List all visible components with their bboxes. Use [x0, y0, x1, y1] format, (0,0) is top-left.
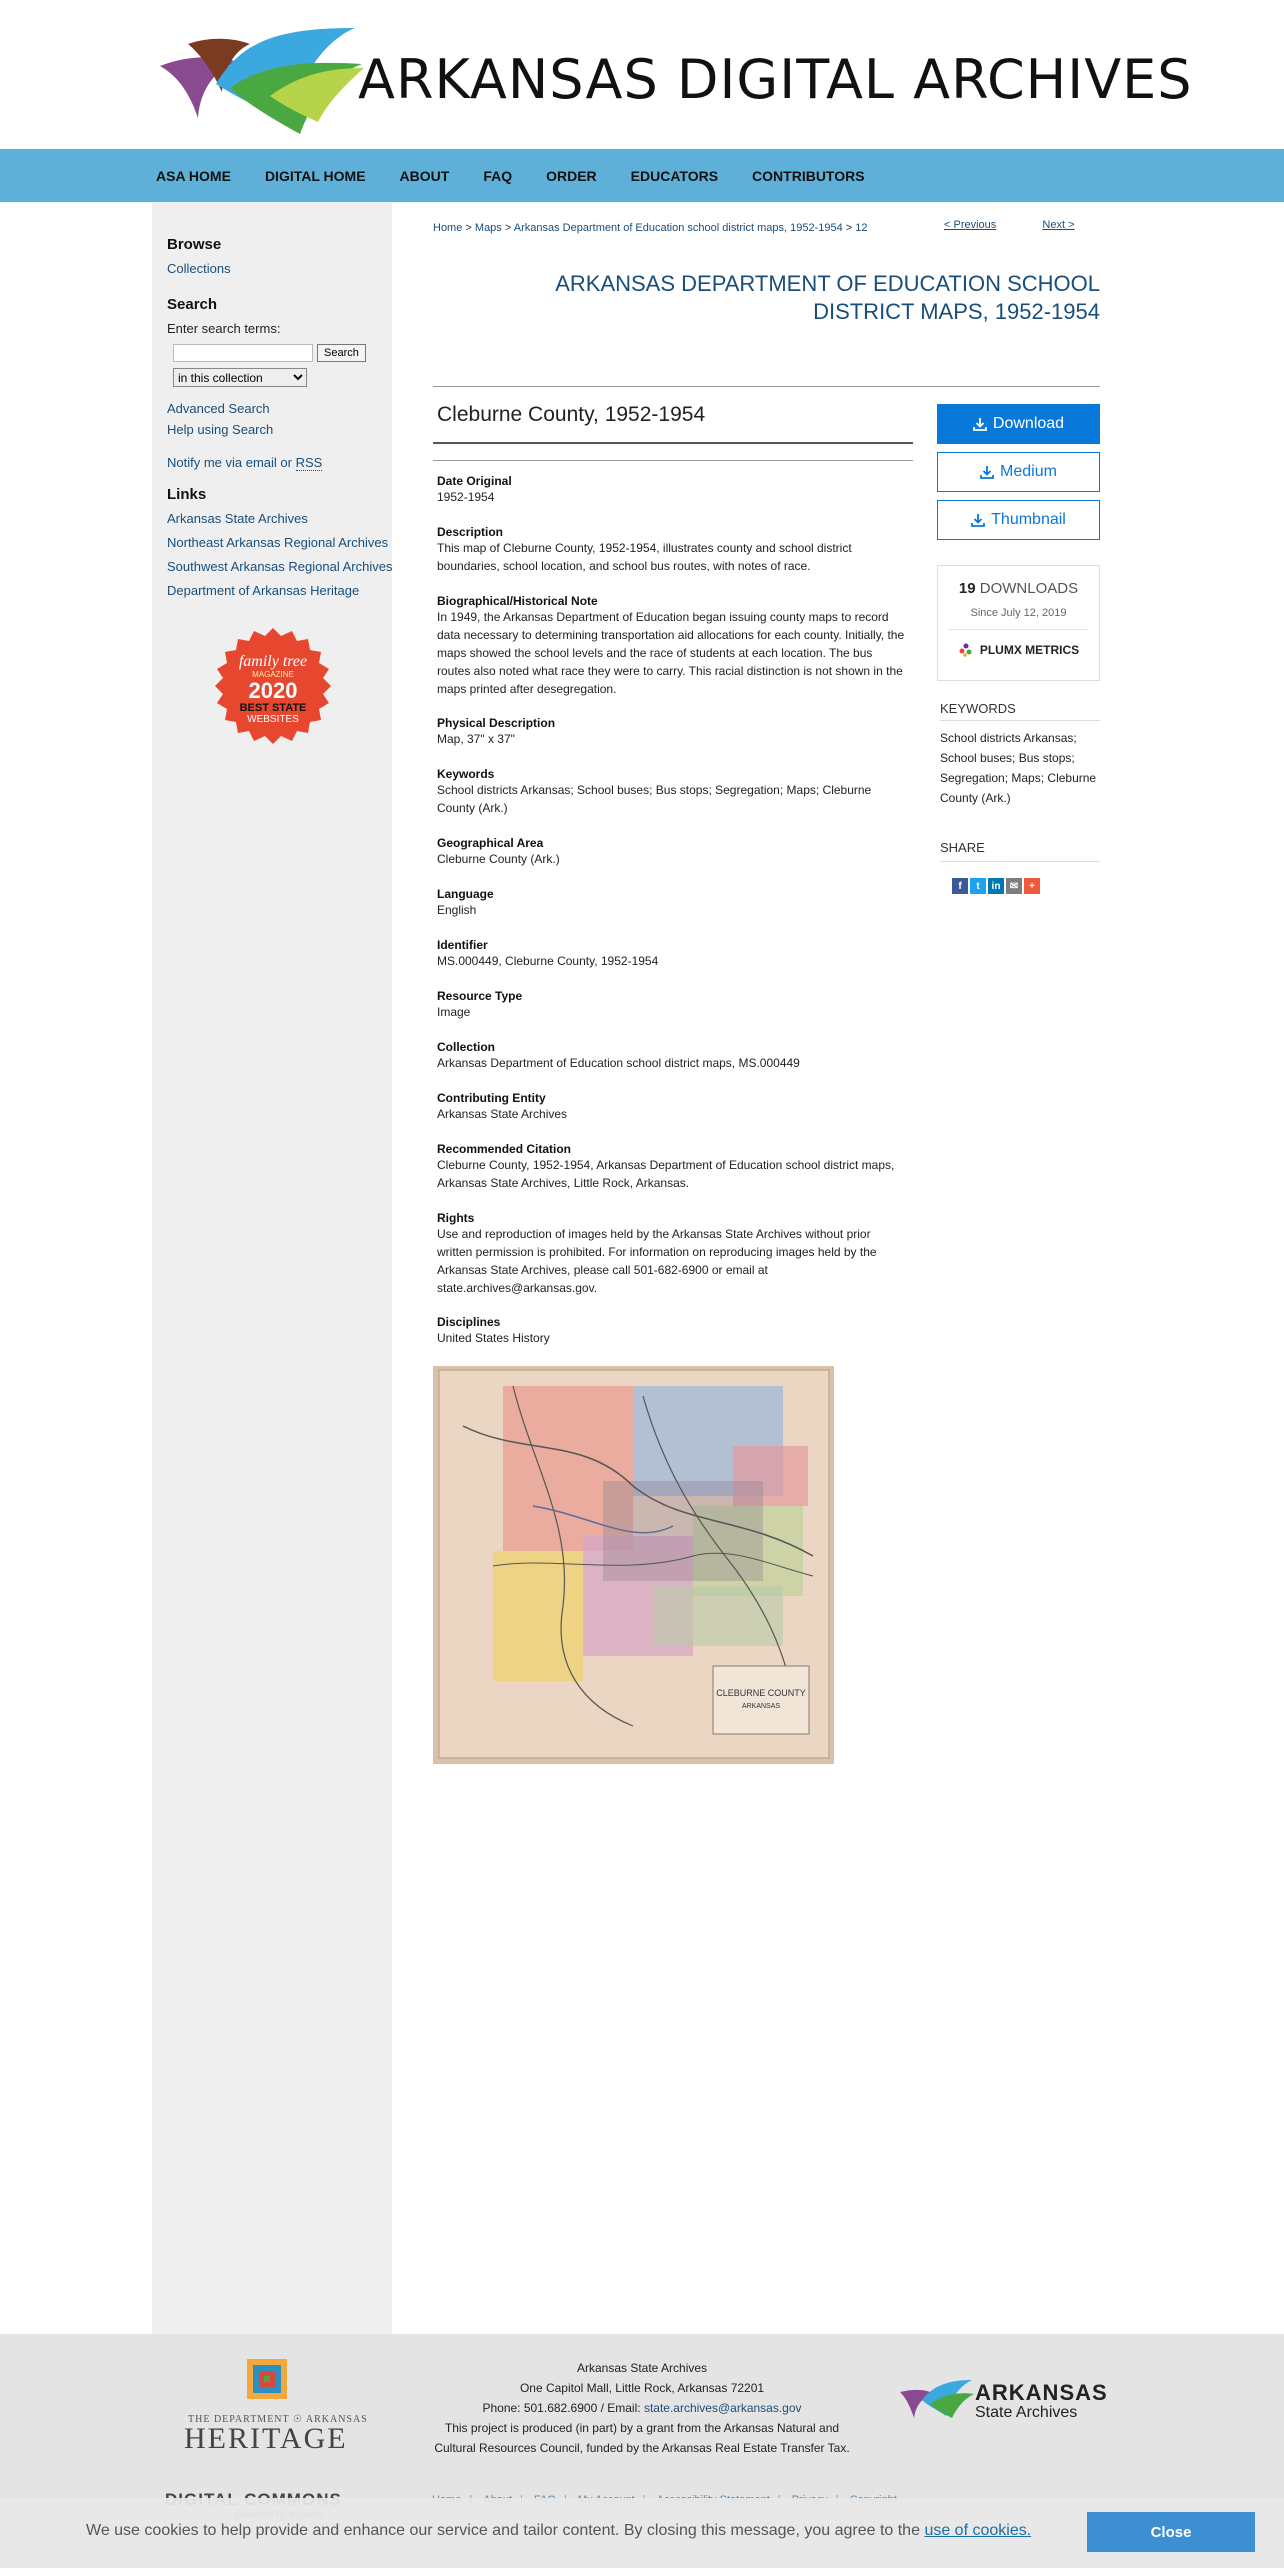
meta-value: MS.000449, Cleburne County, 1952-1954: [437, 954, 659, 968]
plumx-label: PLUMX METRICS: [979, 643, 1080, 657]
cookie-message: [86, 2522, 1031, 2540]
heritage-logo-icon[interactable]: [246, 2358, 288, 2400]
meta-historical-note: [437, 594, 907, 698]
divider: [433, 442, 913, 444]
meta-label: Description: [437, 525, 504, 539]
footer-address: One Capitol Mall, Little Rock, Arkansas 72201: [519, 2381, 765, 2395]
nav-digital-home[interactable]: DIGITAL HOME: [264, 167, 366, 184]
meta-identifier: [437, 938, 907, 970]
collection-title[interactable]: [500, 270, 1100, 326]
footer-org: Arkansas State Archives: [576, 2361, 708, 2375]
meta-disciplines: [437, 1315, 907, 1347]
download-button[interactable]: [937, 404, 1100, 444]
keywords-heading: KEYWORDS: [940, 701, 1016, 716]
meta-label: Collection: [437, 1040, 496, 1054]
meta-value: In 1949, the Arkansas Department of Education began issuing county maps to record data necessary to determining transportation aid allocations for each county. Initially, the maps showed the school levels and the race of students at each location. The bus routes also noted what race they were to carry. This racial distinction is not shown in the maps printed after desegregation.: [437, 610, 905, 696]
badge-year: 2020: [248, 678, 298, 703]
state-archives-logo-text: ARKANSAS: [975, 2380, 1108, 2405]
meta-rights: [437, 1211, 907, 1297]
meta-label: Recommended Citation: [437, 1142, 572, 1156]
meta-label: Physical Description: [437, 716, 556, 730]
search-section: [167, 296, 387, 470]
divider: [940, 720, 1100, 721]
meta-label: Geographical Area: [437, 836, 544, 850]
links-heading: Links: [167, 486, 207, 503]
map-caption-line1: CLEBURNE COUNTY: [716, 1688, 806, 1698]
meta-label: Biographical/Historical Note: [437, 594, 598, 608]
link-arkansas-state-archives[interactable]: Arkansas State Archives: [167, 511, 308, 526]
meta-physical-description: [437, 716, 907, 748]
footer-contact: [392, 2358, 892, 2458]
nav-asa-home[interactable]: ASA HOME: [156, 167, 231, 184]
link-northeast-archives[interactable]: Northeast Arkansas Regional Archives: [167, 535, 389, 550]
links-section: [167, 486, 393, 604]
nav-contributors[interactable]: CONTRIBUTORS: [752, 167, 865, 184]
state-archives-logo-subtext: State Archives: [975, 2404, 1078, 2421]
medium-button[interactable]: [937, 452, 1100, 492]
nav-order[interactable]: ORDER: [546, 167, 597, 184]
downloads-box: [937, 565, 1100, 681]
downloads-label: DOWNLOADS: [979, 580, 1079, 597]
next-link[interactable]: Next >: [1042, 219, 1075, 231]
thumbnail-button[interactable]: [937, 500, 1100, 540]
footer-grant-line1: This project is produced (in part) by a grant from the Arkansas Natural and: [444, 2421, 840, 2435]
collection-title-line2: DISTRICT MAPS, 1952-1954: [813, 299, 1100, 324]
download-icon: [980, 465, 994, 479]
search-heading: Search: [167, 296, 218, 313]
link-southwest-archives[interactable]: Southwest Arkansas Regional Archives: [167, 559, 393, 574]
footer-phone-text: Phone: 501.682.6900 / Email:: [482, 2401, 641, 2415]
state-archives-logo-icon[interactable]: [898, 2380, 974, 2420]
download-icon: [973, 417, 987, 431]
meta-geographical-area: [437, 836, 907, 868]
collection-title-line1: ARKANSAS DEPARTMENT OF EDUCATION SCHOOL: [555, 271, 1100, 296]
meta-value: This map of Cleburne County, 1952-1954, illustrates county and school district boundaries, school location, and school bus routes, with notes of race.: [437, 541, 852, 573]
medium-label: Medium: [1000, 463, 1057, 480]
search-prompt: Enter search terms:: [167, 321, 281, 336]
divider: [433, 386, 1100, 387]
downloads-since: Since July 12, 2019: [970, 607, 1067, 619]
breadcrumb-sep: >: [504, 222, 512, 234]
meta-value: Cleburne County, 1952-1954, Arkansas Department of Education school district maps, Arkansas State Archives, Little Rock, Arkansas.: [437, 1158, 895, 1190]
meta-value: School districts Arkansas; School buses; Bus stops; Segregation; Maps; Cleburne County (Ark.): [437, 783, 872, 815]
search-input[interactable]: [173, 344, 313, 362]
meta-value: Image: [437, 1005, 471, 1019]
cookie-text: We use cookies to help provide and enhance our service and tailor content. By closing this message, you agree to the: [86, 2522, 920, 2539]
meta-date-original: [437, 474, 907, 506]
cookie-policy-link[interactable]: use of cookies.: [924, 2522, 1032, 2539]
map-image[interactable]: [433, 1366, 834, 1764]
breadcrumb: [433, 222, 868, 234]
linkedin-icon[interactable]: in: [988, 878, 1004, 894]
meta-value: Cleburne County (Ark.): [437, 852, 560, 866]
meta-resource-type: [437, 989, 907, 1021]
footer-email-link[interactable]: state.archives@arkansas.gov: [643, 2401, 802, 2415]
cookie-banner: [0, 2498, 1284, 2568]
download-label: Download: [992, 415, 1065, 432]
collections-link[interactable]: Collections: [167, 261, 231, 276]
share-icons: [952, 878, 1040, 894]
notify-link[interactable]: [167, 455, 387, 470]
badge-line1: family tree: [238, 653, 308, 670]
meta-contributing-entity: [437, 1091, 907, 1123]
map-caption-line2: ARKANSAS: [741, 1703, 781, 1710]
meta-description: [437, 525, 907, 575]
breadcrumb-sep: >: [845, 222, 853, 234]
twitter-icon[interactable]: t: [970, 878, 986, 894]
download-icon: [971, 513, 985, 527]
search-button[interactable]: Search: [317, 344, 366, 362]
breadcrumb-home[interactable]: Home: [433, 222, 463, 234]
meta-label: Identifier: [437, 938, 488, 952]
divider: [940, 861, 1100, 862]
notify-text: Notify me via email or: [167, 455, 292, 470]
footer-phone: [392, 2398, 892, 2418]
nav-faq[interactable]: FAQ: [483, 167, 513, 184]
cookie-close-button[interactable]: Close: [1087, 2512, 1255, 2552]
facebook-icon[interactable]: f: [952, 878, 968, 894]
breadcrumb-collection[interactable]: Arkansas Department of Education school district maps, 1952-1954: [513, 222, 843, 234]
breadcrumb-item[interactable]: 12: [855, 222, 868, 234]
meta-collection: [437, 1040, 907, 1072]
downloads-count: [938, 580, 1099, 597]
meta-label: Disciplines: [437, 1315, 501, 1329]
nav-about[interactable]: ABOUT: [399, 167, 450, 184]
thumbnail-label: Thumbnail: [991, 511, 1066, 528]
meta-language: [437, 887, 907, 919]
meta-value: 1952-1954: [437, 490, 495, 504]
breadcrumb-sep: >: [465, 222, 472, 234]
sidebar: [152, 202, 392, 2334]
meta-value: Arkansas Department of Education school district maps, MS.000449: [437, 1056, 800, 1070]
meta-label: Contributing Entity: [437, 1091, 546, 1105]
badge-line4: WEBSITES: [247, 714, 299, 725]
previous-link[interactable]: < Previous: [944, 219, 997, 231]
browse-heading: Browse: [167, 236, 222, 253]
meta-label: Rights: [437, 1211, 475, 1225]
link-arkansas-heritage[interactable]: Department of Arkansas Heritage: [167, 583, 360, 598]
email-icon[interactable]: ✉: [1006, 878, 1022, 894]
meta-value: Arkansas State Archives: [437, 1107, 568, 1121]
meta-value: English: [437, 903, 477, 917]
best-state-websites-badge[interactable]: [208, 626, 338, 756]
heritage-logo-text: HERITAGE: [184, 2422, 348, 2455]
breadcrumb-maps[interactable]: Maps: [474, 222, 502, 234]
plumx-icon: [958, 642, 974, 658]
heritage-logo-text-top: THE DEPARTMENT ☉ ARKANSAS: [188, 2414, 368, 2425]
keywords-text: School districts Arkansas; School buses; Bus stops; Segregation; Maps; Cleburne County (Ark.): [940, 731, 1097, 805]
meta-value: Use and reproduction of images held by the Arkansas State Archives without prior written permission is prohibited. For information on reproducing images held by the Arkansas State Archives, please call 501-682-6900 or email at state.archives@arkansas.gov.: [437, 1227, 877, 1295]
share-heading: SHARE: [940, 840, 985, 855]
meta-label: Date Original: [437, 474, 512, 488]
divider: [948, 629, 1089, 630]
meta-label: Language: [437, 887, 494, 901]
rss-link[interactable]: RSS: [295, 455, 323, 470]
meta-label: Resource Type: [437, 989, 523, 1003]
main-navigation: [0, 149, 1284, 202]
advanced-search-link[interactable]: Advanced Search: [167, 401, 270, 416]
footer-grant-line2: Cultural Resources Council, funded by the Arkansas Real Estate Transfer Tax.: [434, 2441, 850, 2455]
item-title: Cleburne County, 1952-1954: [437, 403, 706, 426]
more-icon[interactable]: +: [1024, 878, 1040, 894]
meta-recommended-citation: [437, 1142, 907, 1192]
nav-educators[interactable]: EDUCATORS: [630, 167, 719, 184]
meta-value: Map, 37" x 37": [437, 732, 515, 746]
archives-logo-icon[interactable]: [150, 26, 365, 138]
badge-line2: MAGAZINE: [252, 670, 294, 679]
meta-value: United States History: [437, 1331, 550, 1345]
plumx-metrics-link[interactable]: [938, 642, 1099, 658]
badge-line3: BEST STATE: [239, 702, 307, 714]
help-search-link[interactable]: Help using Search: [167, 422, 274, 437]
pager: [944, 219, 1075, 231]
divider: [433, 460, 913, 461]
meta-keywords: [437, 767, 907, 817]
downloads-number: 19: [958, 580, 976, 597]
site-header: [0, 0, 1284, 149]
search-scope-select[interactable]: [173, 368, 307, 387]
site-title[interactable]: ARKANSAS DIGITAL ARCHIVES: [358, 48, 1193, 111]
browse-section: [167, 236, 387, 282]
meta-label: Keywords: [437, 767, 495, 781]
